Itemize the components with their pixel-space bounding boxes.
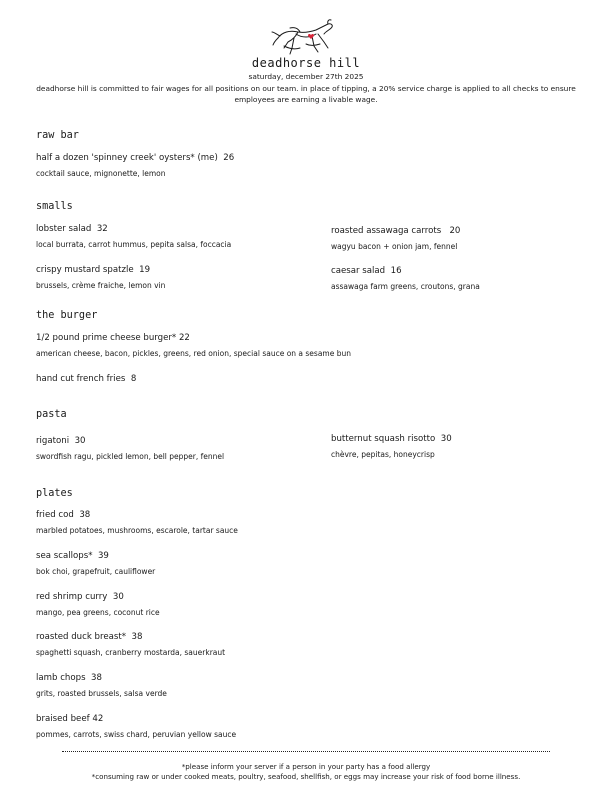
item-name: hand cut french fries <box>36 374 126 384</box>
item-name: half a dozen 'spinney creek' oysters* (me) <box>36 153 218 163</box>
menu-item-name <box>36 592 124 602</box>
item-price: 19 <box>139 265 151 275</box>
item-price: 30 <box>440 434 452 444</box>
item-name: 1/2 pound prime cheese burger* <box>36 333 177 343</box>
item-price: 30 <box>74 436 86 446</box>
horse-logo-icon <box>270 18 342 58</box>
item-description: assawaga farm greens, croutons, grana <box>331 282 480 291</box>
menu-date: saturday, december 27th 2025 <box>248 72 364 81</box>
menu-item-name <box>36 551 109 561</box>
item-name: butternut squash risotto <box>331 434 436 444</box>
menu-item-name <box>36 673 102 683</box>
menu-item-name <box>331 226 460 236</box>
item-description: marbled potatoes, mushrooms, escarole, tartar sauce <box>36 526 238 535</box>
item-description: grits, roasted brussels, salsa verde <box>36 689 167 698</box>
allergy-note: *please inform your server if a person in your party has a food allergy <box>181 762 431 771</box>
section-title-raw-bar: raw bar <box>36 130 79 141</box>
raw-food-warning: *consuming raw or under cooked meats, poultry, seafood, shellfish, or eggs may increase your risk of food borne illness. <box>91 772 521 781</box>
section-title-pasta: pasta <box>36 409 67 420</box>
menu-item-name <box>36 333 190 343</box>
item-name: rigatoni <box>36 436 70 446</box>
menu-item-name <box>331 266 402 276</box>
menu-item-name <box>36 374 136 384</box>
item-description: wagyu bacon + onion jam, fennel <box>331 242 458 251</box>
section-title-plates: plates <box>36 488 73 499</box>
item-description: local burrata, carrot hummus, pepita salsa, foccacia <box>36 240 232 249</box>
item-price: 42 <box>92 714 104 724</box>
item-description: american cheese, bacon, pickles, greens, red onion, special sauce on a sesame bun <box>36 349 351 358</box>
restaurant-name: deadhorse hill <box>251 56 361 70</box>
menu-item-name <box>36 436 86 446</box>
item-name: red shrimp curry <box>36 592 108 602</box>
item-price: 20 <box>449 226 461 236</box>
item-name: roasted assawaga carrots <box>331 226 442 236</box>
item-price: 26 <box>223 153 235 163</box>
item-price: 22 <box>178 333 190 343</box>
menu-item-name <box>36 632 142 642</box>
item-price: 16 <box>390 266 402 276</box>
menu-item-name <box>36 714 103 724</box>
dotted-divider <box>62 751 550 752</box>
item-description: chèvre, pepitas, honeycrisp <box>331 450 435 459</box>
item-name: caesar salad <box>331 266 386 276</box>
item-price: 38 <box>91 673 102 683</box>
menu-item-name <box>36 265 150 275</box>
heart-icon <box>308 34 314 39</box>
item-name: lamb chops <box>36 673 86 683</box>
menu-item-name <box>36 224 108 234</box>
item-price: 30 <box>112 592 124 602</box>
wage-notice: deadhorse hill is committed to fair wages for all positions on our team. in place of tipping, a 20% service charge is applied to all checks to ensure employees are earning a livable wage. <box>36 84 576 104</box>
item-description: cocktail sauce, mignonette, lemon <box>36 169 166 178</box>
item-price: 38 <box>79 510 91 520</box>
horse-logo-svg <box>270 18 342 58</box>
item-name: crispy mustard spatzle <box>36 265 134 275</box>
item-name: sea scallops* <box>36 551 93 561</box>
menu-item-name <box>36 153 234 163</box>
item-price: 32 <box>96 224 108 234</box>
item-price: 38 <box>131 632 143 642</box>
item-name: roasted duck breast* <box>36 632 127 642</box>
item-price: 39 <box>97 551 109 561</box>
item-description: pommes, carrots, swiss chard, peruvian yellow sauce <box>36 730 237 739</box>
section-title-burger: the burger <box>36 310 98 321</box>
item-description: bok choi, grapefruit, cauliflower <box>36 567 156 576</box>
item-description: brussels, crème fraiche, lemon vin <box>36 281 166 290</box>
item-name: fried cod <box>36 510 74 520</box>
item-description: swordfish ragu, pickled lemon, bell pepper, fennel <box>36 452 225 461</box>
menu-item-name <box>331 434 452 444</box>
item-description: mango, pea greens, coconut rice <box>36 608 160 617</box>
menu-item-name <box>36 510 90 520</box>
item-name: braised beef <box>36 714 90 724</box>
item-price: 8 <box>130 374 137 384</box>
item-name: lobster salad <box>36 224 92 234</box>
item-description: spaghetti squash, cranberry mostarda, sauerkraut <box>36 648 226 657</box>
section-title-smalls: smalls <box>36 201 73 212</box>
